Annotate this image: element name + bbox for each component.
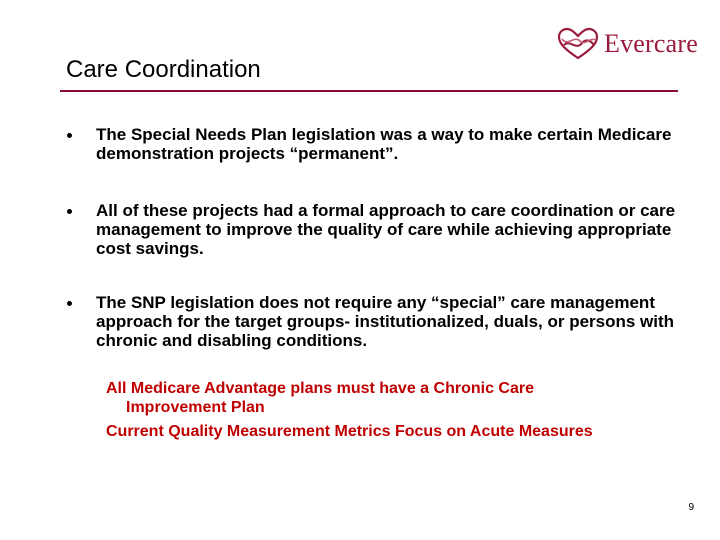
sub-point-text-continued: Improvement Plan xyxy=(126,399,265,416)
bullet-text: The Special Needs Plan legislation was a way to make certain Medicare demonstration projects “permanent”. xyxy=(96,125,672,163)
sub-point xyxy=(106,422,686,441)
bullet-dot-icon xyxy=(67,301,72,306)
bullet-item xyxy=(62,125,682,163)
sub-point-text: Current Quality Measurement Metrics Focus on Acute Measures xyxy=(106,423,593,440)
bullet-item xyxy=(62,293,682,350)
sub-point-text: All Medicare Advantage plans must have a Chronic Care xyxy=(106,380,534,397)
title-divider xyxy=(60,90,678,92)
bullet-dot-icon xyxy=(67,209,72,214)
page-number: 9 xyxy=(688,502,694,513)
bullet-text: All of these projects had a formal approach to care coordination or care management to improve the quality of care while achieving appropriate cost savings. xyxy=(96,201,676,258)
page-title: Care Coordination xyxy=(66,56,261,83)
bullet-dot-icon xyxy=(67,133,72,138)
bullet-item xyxy=(62,201,682,258)
evercare-heart-icon xyxy=(556,27,600,61)
sub-point xyxy=(106,379,686,417)
evercare-logo xyxy=(556,26,716,62)
logo-text: Evercare xyxy=(604,29,698,58)
bullet-text: The SNP legislation does not require any “special” care management approach for the target groups- institutionalized, duals, or persons with chronic and disabling conditions. xyxy=(96,293,675,350)
sub-point-list xyxy=(106,379,686,441)
